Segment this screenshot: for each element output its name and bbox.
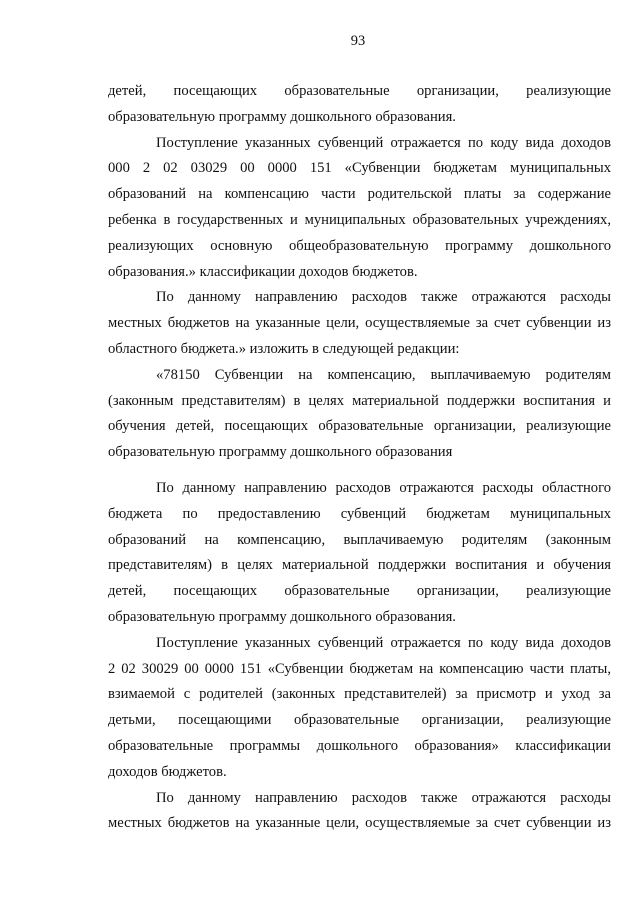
text-line: областного бюджета.» изложить в следующей редакции: [108, 340, 460, 357]
text-line: образовательную программу дошкольного образования. [108, 608, 456, 625]
text-line: (законным представителям) в целях материальной поддержки воспитания и [108, 392, 611, 409]
text-line: реализующих основную общеобразовательную программу дошкольного [108, 237, 611, 254]
text-line: 2 02 30029 00 0000 151 «Субвенции бюджетам на компенсацию части платы, [108, 660, 611, 677]
text-line: представителям) в целях материальной поддержки воспитания и обучения [108, 557, 611, 574]
paragraph [108, 786, 611, 838]
paragraph [108, 476, 611, 631]
text-line: детей, посещающих образовательные организации, реализующие [108, 83, 611, 99]
paragraph [108, 285, 611, 362]
text-line: Поступление указанных субвенций отражается по коду вида доходов [156, 134, 611, 151]
text-line: взимаемой с родителей (законных представителей) за присмотр и уход за [108, 686, 611, 703]
text-line: образования.» классификации доходов бюджетов. [108, 263, 418, 280]
paragraph [108, 363, 611, 466]
text-line: образовательную программу дошкольного образования [108, 444, 453, 461]
text-line: По данному направлению расходов отражаются расходы областного [156, 479, 611, 496]
text-line: Поступление указанных субвенций отражается по коду вида доходов [156, 634, 611, 651]
text-line: образований на компенсацию части родительской платы за содержание [108, 186, 611, 203]
text-line: обучения детей, посещающих образовательные организации, реализующие [108, 418, 611, 435]
text-line: образовательные программы дошкольного образования» классификации [108, 737, 611, 754]
text-line: доходов бюджетов. [108, 763, 227, 780]
text-line: образований на компенсацию, выплачиваемую родителям (законным [108, 531, 611, 548]
paragraph [108, 631, 611, 786]
text-line: образовательную программу дошкольного образования. [108, 108, 456, 125]
text-line: местных бюджетов на указанные цели, осуществляемые за счет субвенции из [108, 315, 611, 332]
text-line: «78150 Субвенции на компенсацию, выплачиваемую родителям [156, 366, 611, 383]
text-line: детьми, посещающими образовательные организации, реализующие [108, 712, 611, 729]
text-line: детей, посещающих образовательные организации, реализующие [108, 583, 611, 600]
text-line: местных бюджетов на указанные цели, осуществляемые за счет субвенции из [108, 815, 611, 832]
paragraph [108, 131, 611, 286]
paragraph-gap [108, 466, 611, 476]
text-line: 000 2 02 03029 00 0000 151 «Субвенции бюджетам муниципальных [108, 160, 611, 177]
page-number: 93 [350, 33, 366, 49]
paragraph [108, 79, 611, 131]
text-line: бюджета по предоставлению субвенций бюджетам муниципальных [108, 505, 611, 522]
text-line: По данному направлению расходов также отражаются расходы [156, 289, 611, 306]
text-line: ребенка в государственных и муниципальных образовательных учреждениях, [108, 211, 611, 228]
document-body [108, 79, 611, 837]
text-line: По данному направлению расходов также отражаются расходы [156, 789, 611, 806]
